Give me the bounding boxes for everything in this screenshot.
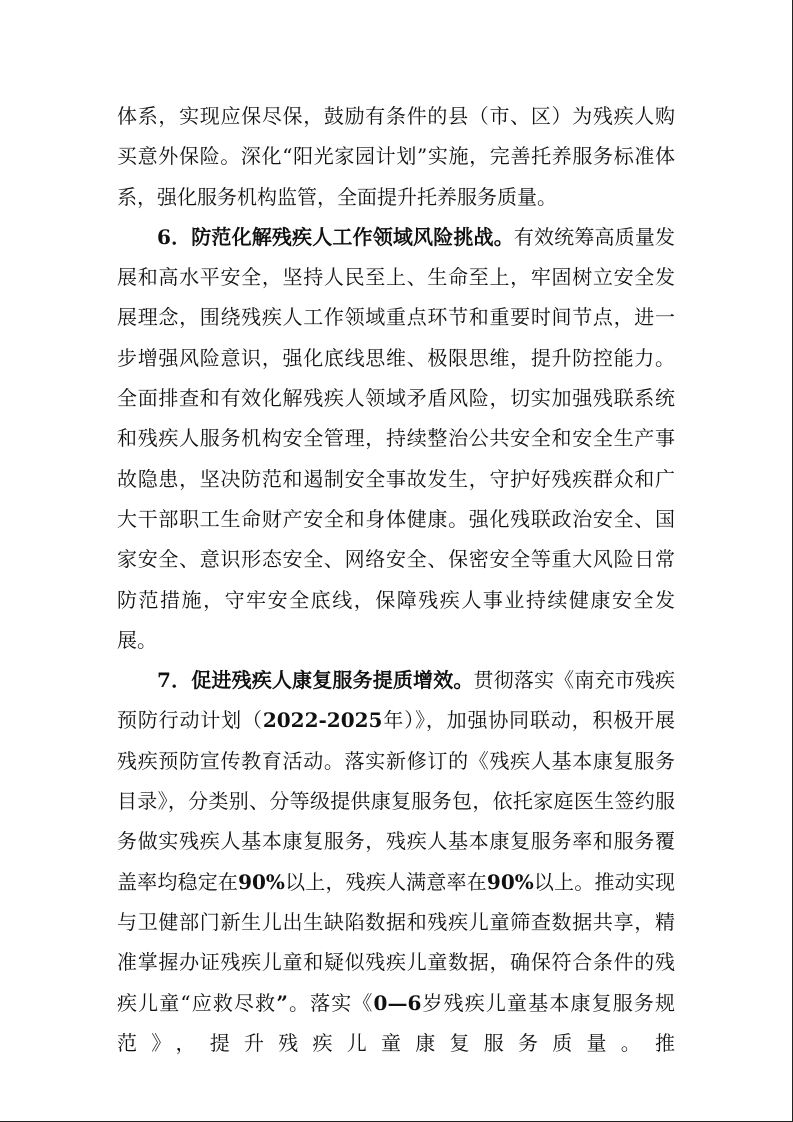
item-body-part: 以上，残疾人满意率在 [284,869,487,894]
paragraph-item-6 [117,217,675,660]
item-body-part: 贯彻落实《南充市残疾预防行动计划（ [117,668,675,733]
document-body [117,96,675,1063]
percentage-value: 90% [486,869,534,894]
item-body: 有效统筹高质量发展和高水平安全，坚持人民至上、生命至上，牢固树立安全发展理念，围绕残疾人工作领域重点环节和重要时间节点，进一步增强风险意识，强化底线思维、极限思维，提升防控能力。全面排查和有效化解残疾人领域矛盾风险，切实加强残联系统和残疾人服务机构安全管理，持续整治公共安全和安全生产事故隐患，坚决防范和遏制安全事故发生，守护好残疾群众和广大干部职工生命财产安全和身体健康。强化残联政治安全、国家安全、意识形态安全、网络安全、保密安全等重大风险日常防范措施，守牢安全底线，保障残疾人事业持续健康安全发展。 [117,224,676,652]
year-range: 2022-2025 [262,708,383,733]
age-range: 0—6 [373,990,422,1015]
item-heading: 7．促进残疾人康复服务提质增效。 [157,668,474,693]
item-body-part: 以上。推动实现与卫健部门新生儿出生缺陷数据和残疾儿童筛查数据共享，精准掌握办证残疾儿童和疑似残疾儿童数据，确保符合条件的残疾儿童“应救尽救 [117,869,676,1015]
item-body-part: 年）》，加强协同联动，积极开展残疾预防宣传教育活动。落实新修订的《残疾人基本康复服务目录》，分类别、分等级提供康复服务包，依托家庭医生签约服务做实残疾人基本康复服务，残疾人基本康复服务率和服务覆盖率均稳定在 [117,708,676,894]
item-body-part: 。落实《 [287,990,374,1015]
paragraph-item-7 [117,660,675,1063]
closing-quote: ” [276,990,288,1015]
item-heading: 6．防范化解残疾人工作领域风险挑战。 [157,224,514,249]
percentage-value: 90% [238,869,285,894]
paragraph-continued [117,96,675,217]
item-body-part: 岁残疾儿童基本康复服务规范》，提升残疾儿童康复服务质量。推 [117,990,676,1055]
paragraph-text: 体系，实现应保尽保，鼓励有条件的县（市、区）为残疾人购买意外保险。深化“阳光家园计划”实施，完善托养服务标准体系，强化服务机构监管，全面提升托养服务质量。 [117,104,675,209]
